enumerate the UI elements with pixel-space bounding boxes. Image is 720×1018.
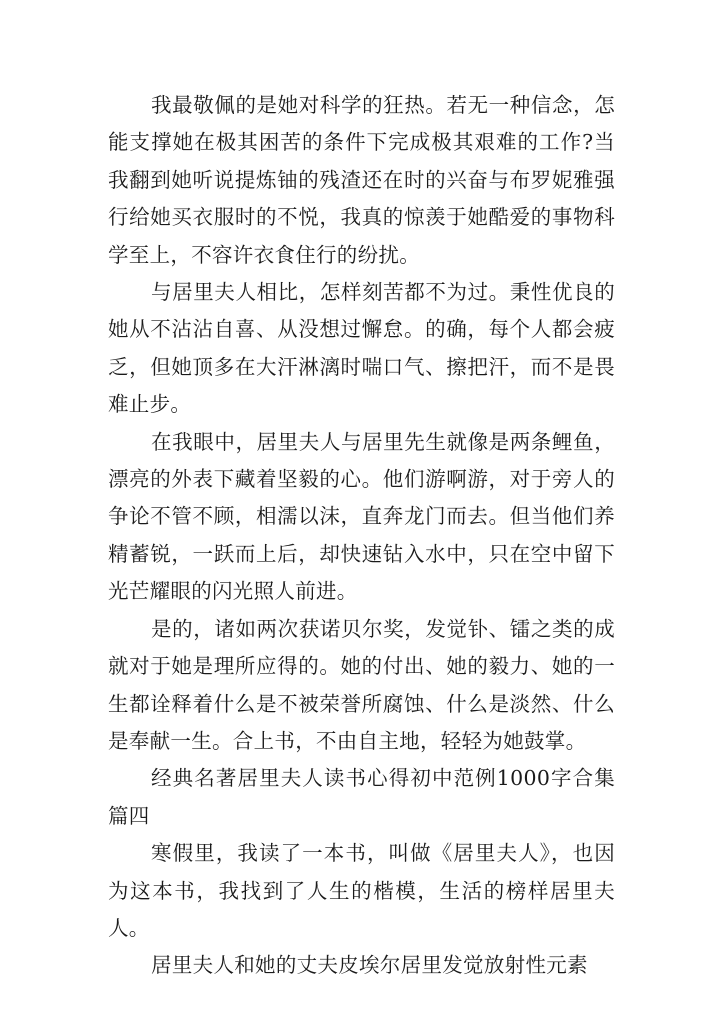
- paragraph-admiration: 我最敬佩的是她对科学的狂热。若无一种信念，怎能支撑她在极其困苦的条件下完成极其艰难的工作?当我翻到她听说提炼铀的残渣还在时的兴奋与布罗妮雅强行给她买衣服时的不悦，我真的惊羡于她酷爱的事物科学至上，不容许衣食住行的纷扰。: [108, 93, 615, 267]
- document-body: [108, 87, 615, 985]
- section-heading: 经典名著居里夫人读书心得初中范例1000字合集篇四: [108, 766, 615, 828]
- paragraph-achievements: 是的，诸如两次获诺贝尔奖，发觉钋、镭之类的成就对于她是理所应得的。她的付出、她的毅力、她的一生都诠释着什么是不被荣誉所腐蚀、什么是淡然、什么是奉献一生。合上书，不由自主地，轻轻为她鼓掌。: [108, 616, 615, 753]
- paragraph-carp-metaphor: 在我眼中，居里夫人与居里先生就像是两条鲤鱼，漂亮的外表下藏着坚毅的心。他们游啊游，对于旁人的争论不管不顾，相濡以沫，直奔龙门而去。但当他们养精蓄锐，一跃而上后，却快速钻入水中，只在空中留下光芒耀眼的闪光照人前进。: [108, 429, 615, 604]
- paragraph-radioactivity: 居里夫人和她的丈夫皮埃尔居里发觉放射性元素: [151, 953, 588, 978]
- paragraph-diligence: 与居里夫人相比，怎样刻苦都不为过。秉性优良的她从不沾沾自喜、从没想过懈怠。的确，每个人都会疲乏，但她顶多在大汗淋漓时喘口气、擦把汗，而不是畏难止步。: [108, 280, 615, 417]
- paragraph-winter-reading: 寒假里，我读了一本书，叫做《居里夫人》，也因为这本书，我找到了人生的楷模，生活的榜样居里夫人。: [108, 841, 615, 940]
